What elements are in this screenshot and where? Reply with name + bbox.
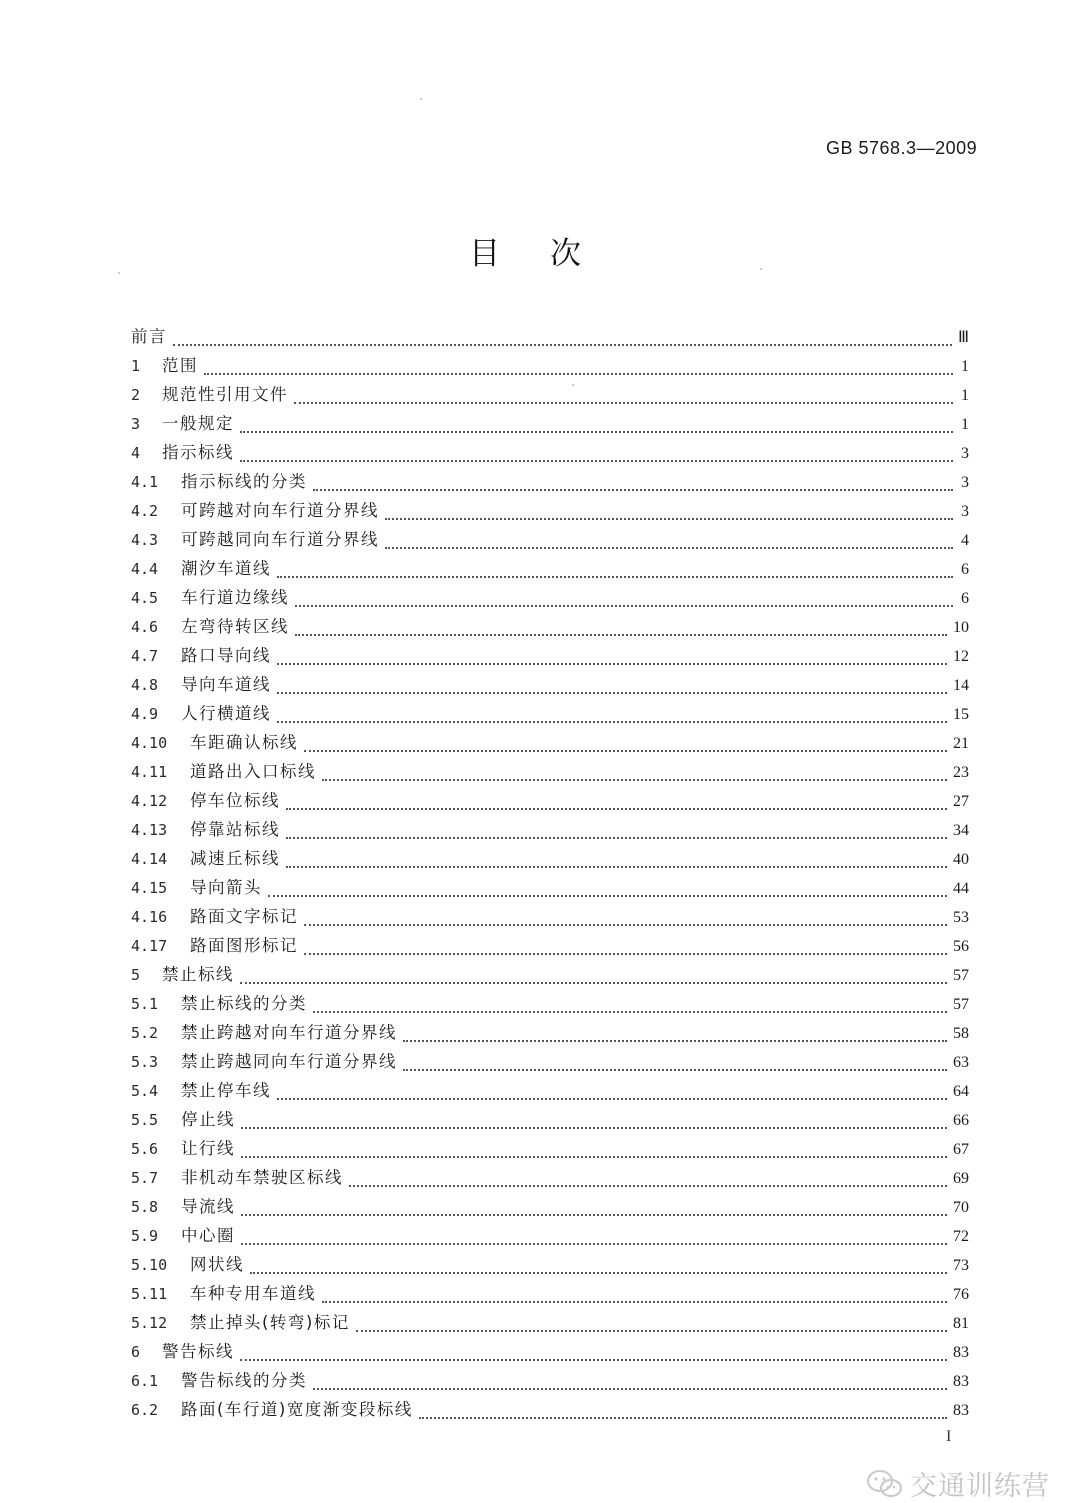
- toc-page-number: 23: [953, 764, 969, 781]
- toc-page-number: 1: [961, 416, 969, 433]
- toc-title: 路面图形标记: [190, 936, 298, 955]
- toc-entry: [131, 1250, 969, 1279]
- toc-number: 5.1: [131, 995, 159, 1013]
- toc-number: 5.5: [131, 1111, 159, 1129]
- toc-page-number: 66: [953, 1112, 969, 1129]
- toc-leader-dots: [403, 1069, 947, 1071]
- scan-speck: [118, 272, 120, 274]
- toc-entry: [131, 931, 969, 960]
- toc-page-number: 72: [953, 1228, 969, 1245]
- toc-leader-dots: [277, 692, 947, 694]
- toc-page-number: 67: [953, 1141, 969, 1158]
- toc-page-number: 58: [953, 1025, 969, 1042]
- toc-page-number: 6: [961, 561, 969, 578]
- toc-number: 6: [131, 1343, 141, 1361]
- toc-page-number: 56: [953, 938, 969, 955]
- toc-page-number: 10: [953, 619, 969, 636]
- toc-title: 指示标线的分类: [181, 472, 307, 491]
- toc-page-number: 1: [961, 387, 969, 404]
- toc-number: 5.7: [131, 1169, 159, 1187]
- toc-title: 停车位标线: [190, 791, 280, 810]
- toc-page-number: 64: [953, 1083, 969, 1100]
- toc-entry: [131, 873, 969, 902]
- toc-entry: [131, 815, 969, 844]
- toc-entry: [131, 525, 969, 554]
- toc-entry: [131, 757, 969, 786]
- toc-title: 禁止跨越对向车行道分界线: [181, 1023, 397, 1042]
- toc-entry: [131, 612, 969, 641]
- toc-page-number: 44: [953, 880, 969, 897]
- toc-number: 4.6: [131, 618, 159, 636]
- toc-title: 路面(车行道)宽度渐变段标线: [181, 1400, 413, 1419]
- toc-leader-dots: [322, 779, 947, 781]
- toc-leader-dots: [277, 1098, 947, 1100]
- toc-leader-dots: [277, 576, 953, 578]
- toc-page-number: 53: [953, 909, 969, 926]
- toc-page-number: 27: [953, 793, 969, 810]
- toc-leader-dots: [250, 1272, 947, 1274]
- toc-number: 5.3: [131, 1053, 159, 1071]
- toc-entry: [131, 1105, 969, 1134]
- toc-page-number: Ⅲ: [957, 329, 969, 346]
- toc-leader-dots: [295, 605, 953, 607]
- toc-entry: [131, 989, 969, 1018]
- toc-leader-dots: [313, 1388, 947, 1390]
- toc-leader-dots: [304, 953, 947, 955]
- table-of-contents: [131, 322, 969, 1424]
- toc-number: 4.5: [131, 589, 159, 607]
- toc-title: 人行横道线: [181, 704, 271, 723]
- toc-leader-dots: [349, 1185, 947, 1187]
- toc-leader-dots: [385, 547, 953, 549]
- toc-leader-dots: [403, 1040, 947, 1042]
- toc-number: 5.12: [131, 1314, 168, 1332]
- toc-title: 潮汐车道线: [181, 559, 271, 578]
- toc-leader-dots: [419, 1417, 947, 1419]
- toc-entry: [131, 1076, 969, 1105]
- scan-speck: [420, 98, 422, 100]
- toc-entry: [131, 1337, 969, 1366]
- toc-number: 4: [131, 444, 141, 462]
- toc-entry: [131, 351, 969, 380]
- toc-number: 4.13: [131, 821, 168, 839]
- toc-number: 4.7: [131, 647, 159, 665]
- toc-number: 4.2: [131, 502, 159, 520]
- toc-title: 让行线: [181, 1139, 235, 1158]
- toc-page-number: 6: [961, 590, 969, 607]
- toc-title: 车行道边缘线: [181, 588, 289, 607]
- toc-page-number: 4: [961, 532, 969, 549]
- toc-leader-dots: [313, 489, 953, 491]
- toc-leader-dots: [241, 1214, 947, 1216]
- toc-title: 减速丘标线: [190, 849, 280, 868]
- toc-title: 路面文字标记: [190, 907, 298, 926]
- watermark-text: 交通训练营: [910, 1471, 1050, 1502]
- toc-title: 一般规定: [162, 414, 234, 433]
- toc-number: 4.16: [131, 908, 168, 926]
- toc-entry: [131, 844, 969, 873]
- toc-leader-dots: [268, 895, 947, 897]
- toc-leader-dots: [241, 1243, 947, 1245]
- toc-entry: [131, 1366, 969, 1395]
- toc-number: 4.17: [131, 937, 168, 955]
- toc-number: 5.9: [131, 1227, 159, 1245]
- toc-number: 4.15: [131, 879, 168, 897]
- toc-entry: [131, 496, 969, 525]
- toc-title: 非机动车禁驶区标线: [181, 1168, 343, 1187]
- toc-title: 车距确认标线: [190, 733, 298, 752]
- toc-number: 3: [131, 415, 141, 433]
- toc-entry: [131, 1192, 969, 1221]
- toc-page-number: 3: [961, 445, 969, 462]
- toc-entry: [131, 467, 969, 496]
- toc-entry: [131, 1395, 969, 1424]
- toc-title: 中心圈: [181, 1226, 235, 1245]
- toc-entry: [131, 699, 969, 728]
- toc-number: 5.10: [131, 1256, 168, 1274]
- toc-number: 4.8: [131, 676, 159, 694]
- toc-title: 警告标线: [162, 1342, 234, 1361]
- toc-number: 4.10: [131, 734, 168, 752]
- toc-entry: [131, 409, 969, 438]
- wechat-icon: [866, 1469, 904, 1499]
- toc-page-number: 34: [953, 822, 969, 839]
- toc-entry: [131, 1018, 969, 1047]
- toc-leader-dots: [304, 924, 947, 926]
- toc-title: 指示标线: [162, 443, 234, 462]
- toc-entry: [131, 1047, 969, 1076]
- toc-number: 2: [131, 386, 141, 404]
- toc-title: 范围: [162, 356, 198, 375]
- toc-number: 5.2: [131, 1024, 159, 1042]
- toc-leader-dots: [294, 402, 953, 404]
- toc-title: 车种专用车道线: [190, 1284, 316, 1303]
- toc-leader-dots: [277, 663, 947, 665]
- toc-number: 5: [131, 966, 141, 984]
- toc-page-number: 70: [953, 1199, 969, 1216]
- page-title: 目次: [469, 236, 631, 272]
- scan-speck: [572, 384, 574, 386]
- toc-title: 禁止停车线: [181, 1081, 271, 1100]
- toc-number: 5.6: [131, 1140, 159, 1158]
- toc-page-number: 12: [953, 648, 969, 665]
- toc-page-number: 3: [961, 474, 969, 491]
- toc-title: 停靠站标线: [190, 820, 280, 839]
- page-folio: I: [946, 1428, 952, 1445]
- toc-entry: [131, 322, 969, 351]
- toc-leader-dots: [286, 808, 947, 810]
- toc-page-number: 81: [953, 1315, 969, 1332]
- toc-leader-dots: [385, 518, 953, 520]
- toc-entry: [131, 1221, 969, 1250]
- toc-leader-dots: [241, 1156, 947, 1158]
- toc-leader-dots: [313, 1011, 947, 1013]
- toc-title: 禁止标线的分类: [181, 994, 307, 1013]
- standard-code: GB 5768.3—2009: [826, 138, 978, 158]
- toc-number: 5.8: [131, 1198, 159, 1216]
- toc-title: 网状线: [190, 1255, 244, 1274]
- toc-leader-dots: [241, 1127, 947, 1129]
- toc-entry: [131, 583, 969, 612]
- toc-entry: [131, 1163, 969, 1192]
- toc-leader-dots: [173, 344, 952, 346]
- toc-page-number: 57: [953, 967, 969, 984]
- toc-number: 1: [131, 357, 141, 375]
- toc-page-number: 1: [961, 358, 969, 375]
- scan-speck: [760, 268, 762, 270]
- toc-page-number: 83: [953, 1344, 969, 1361]
- toc-page-number: 69: [953, 1170, 969, 1187]
- watermark: [866, 1464, 1050, 1503]
- toc-title: 可跨越对向车行道分界线: [181, 501, 379, 520]
- toc-entry: [131, 728, 969, 757]
- toc-leader-dots: [277, 721, 947, 723]
- toc-title: 可跨越同向车行道分界线: [181, 530, 379, 549]
- toc-leader-dots: [240, 982, 947, 984]
- toc-entry: [131, 1134, 969, 1163]
- toc-leader-dots: [356, 1330, 947, 1332]
- toc-title: 警告标线的分类: [181, 1371, 307, 1390]
- toc-leader-dots: [240, 1359, 947, 1361]
- toc-number: 4.11: [131, 763, 168, 781]
- toc-title: 路口导向线: [181, 646, 271, 665]
- toc-page-number: 73: [953, 1257, 969, 1274]
- toc-number: 4.1: [131, 473, 159, 491]
- toc-leader-dots: [240, 460, 953, 462]
- toc-leader-dots: [286, 866, 947, 868]
- toc-number: 4.12: [131, 792, 168, 810]
- toc-page-number: 40: [953, 851, 969, 868]
- toc-page-number: 3: [961, 503, 969, 520]
- toc-page-number: 14: [953, 677, 969, 694]
- toc-title: 导向车道线: [181, 675, 271, 694]
- toc-entry: [131, 1279, 969, 1308]
- toc-entry: [131, 438, 969, 467]
- toc-number: 4.9: [131, 705, 159, 723]
- toc-page-number: 83: [953, 1402, 969, 1419]
- toc-title: 禁止标线: [162, 965, 234, 984]
- toc-number: 4.4: [131, 560, 159, 578]
- toc-leader-dots: [304, 750, 947, 752]
- toc-entry: [131, 670, 969, 699]
- toc-number: 6.1: [131, 1372, 159, 1390]
- toc-title: 禁止跨越同向车行道分界线: [181, 1052, 397, 1071]
- toc-entry: [131, 960, 969, 989]
- toc-page-number: 57: [953, 996, 969, 1013]
- toc-number: 4.3: [131, 531, 159, 549]
- toc-page-number: 76: [953, 1286, 969, 1303]
- toc-leader-dots: [204, 373, 953, 375]
- toc-entry: [131, 641, 969, 670]
- toc-number: 6.2: [131, 1401, 159, 1419]
- toc-number: 4.14: [131, 850, 168, 868]
- toc-title: 停止线: [181, 1110, 235, 1129]
- toc-leader-dots: [240, 431, 953, 433]
- toc-number: 5.11: [131, 1285, 168, 1303]
- toc-entry: [131, 554, 969, 583]
- toc-entry: [131, 786, 969, 815]
- toc-title: 前言: [131, 327, 167, 346]
- toc-title: 禁止掉头(转弯)标记: [190, 1313, 350, 1332]
- toc-page-number: 83: [953, 1373, 969, 1390]
- toc-number: 5.4: [131, 1082, 159, 1100]
- toc-entry: [131, 902, 969, 931]
- toc-title: 导向箭头: [190, 878, 262, 897]
- toc-entry: [131, 1308, 969, 1337]
- toc-page-number: 63: [953, 1054, 969, 1071]
- toc-title: 规范性引用文件: [162, 385, 288, 404]
- toc-title: 左弯待转区线: [181, 617, 289, 636]
- toc-leader-dots: [295, 634, 947, 636]
- toc-title: 道路出入口标线: [190, 762, 316, 781]
- toc-page-number: 21: [953, 735, 969, 752]
- toc-leader-dots: [322, 1301, 947, 1303]
- toc-leader-dots: [286, 837, 947, 839]
- toc-page-number: 15: [953, 706, 969, 723]
- toc-title: 导流线: [181, 1197, 235, 1216]
- toc-entry: [131, 380, 969, 409]
